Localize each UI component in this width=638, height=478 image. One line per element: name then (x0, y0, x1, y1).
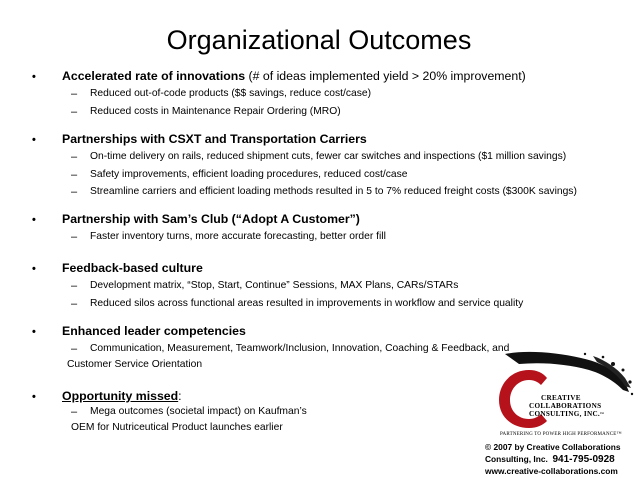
trademark-mark: ™ (600, 411, 605, 416)
bullet-icon: • (32, 134, 36, 146)
dash-icon: – (71, 151, 78, 163)
sub-item: Mega outcomes (societal impact) on Kaufman’s (90, 406, 307, 417)
section-heading: Partnerships with CSXT and Transportation Carriers (62, 132, 367, 146)
sub-item: Reduced silos across functional areas resulted in improvements in workflow and service quality (90, 298, 524, 309)
section-heading: Enhanced leader competencies (62, 324, 246, 338)
footer-company: Consulting, Inc. (485, 454, 548, 464)
section-heading: Feedback-based culture (62, 261, 203, 275)
sub-item: Safety improvements, efficient loading procedures, reduced cost/case (90, 169, 408, 180)
footer-copyright: © 2007 by Creative Collaborations (485, 442, 621, 452)
heading-detail: (# of ideas implemented yield > 20% improvement) (245, 69, 526, 83)
sub-item: On-time delivery on rails, reduced shipment cuts, fewer car switches and inspections ($1 million savings) (90, 151, 567, 162)
logo-line-1: CREATIVE (541, 394, 581, 402)
footer-phone: 941-795-0928 (552, 454, 615, 465)
section-heading: Partnership with Sam’s Club (“Adopt A Customer”) (62, 212, 360, 226)
slide-title: Organizational Outcomes (166, 25, 472, 55)
logo-line-3-text: CONSULTING, INC. (529, 410, 601, 418)
company-logo (485, 348, 635, 440)
bullet-icon: • (32, 391, 36, 403)
dash-icon: – (71, 298, 78, 310)
dash-icon: – (71, 231, 78, 243)
bullet-icon: • (32, 326, 36, 338)
sub-item: Development matrix, “Stop, Start, Continue” Sessions, MAX Plans, CARs/STARs (90, 280, 459, 291)
heading-bold: Accelerated rate of innovations (62, 69, 246, 83)
sub-item: Faster inventory turns, more accurate forecasting, better order fill (90, 231, 386, 242)
bullet-icon: • (32, 263, 36, 275)
dash-icon: – (71, 280, 78, 292)
heading-bold: Opportunity missed (62, 389, 179, 403)
logo-line-3 (529, 410, 604, 418)
dash-icon: – (71, 106, 78, 118)
dash-icon: – (71, 186, 78, 198)
logo-tagline: PARTNERING TO POWER HIGH PERFORMANCE™ (500, 432, 622, 437)
sub-item: Reduced costs in Maintenance Repair Ordering (MRO) (90, 106, 341, 117)
bullet-icon: • (32, 214, 36, 226)
dash-icon: – (71, 343, 78, 355)
sub-item-continuation: OEM for Nutriceutical Product launches earlier (71, 422, 283, 433)
dash-icon: – (71, 88, 78, 100)
sub-item: Streamline carriers and efficient loading methods resulted in 5 to 7% reduced freight costs ($300K savings) (90, 186, 577, 197)
heading-detail: : (178, 389, 182, 403)
sub-item: Communication, Measurement, Teamwork/Inclusion, Innovation, Coaching & Feedback, and (90, 343, 510, 354)
dash-icon: – (71, 169, 78, 181)
dash-icon: – (71, 406, 78, 418)
bullet-icon: • (32, 71, 36, 83)
section-heading (62, 389, 182, 404)
sub-item: Reduced out-of-code products ($$ savings, reduce cost/case) (90, 88, 372, 99)
section-heading (62, 69, 526, 84)
sub-item-continuation: Customer Service Orientation (67, 359, 203, 370)
logo-line-2: COLLABORATIONS (529, 402, 602, 410)
footer-website: www.creative-collaborations.com (485, 466, 618, 476)
